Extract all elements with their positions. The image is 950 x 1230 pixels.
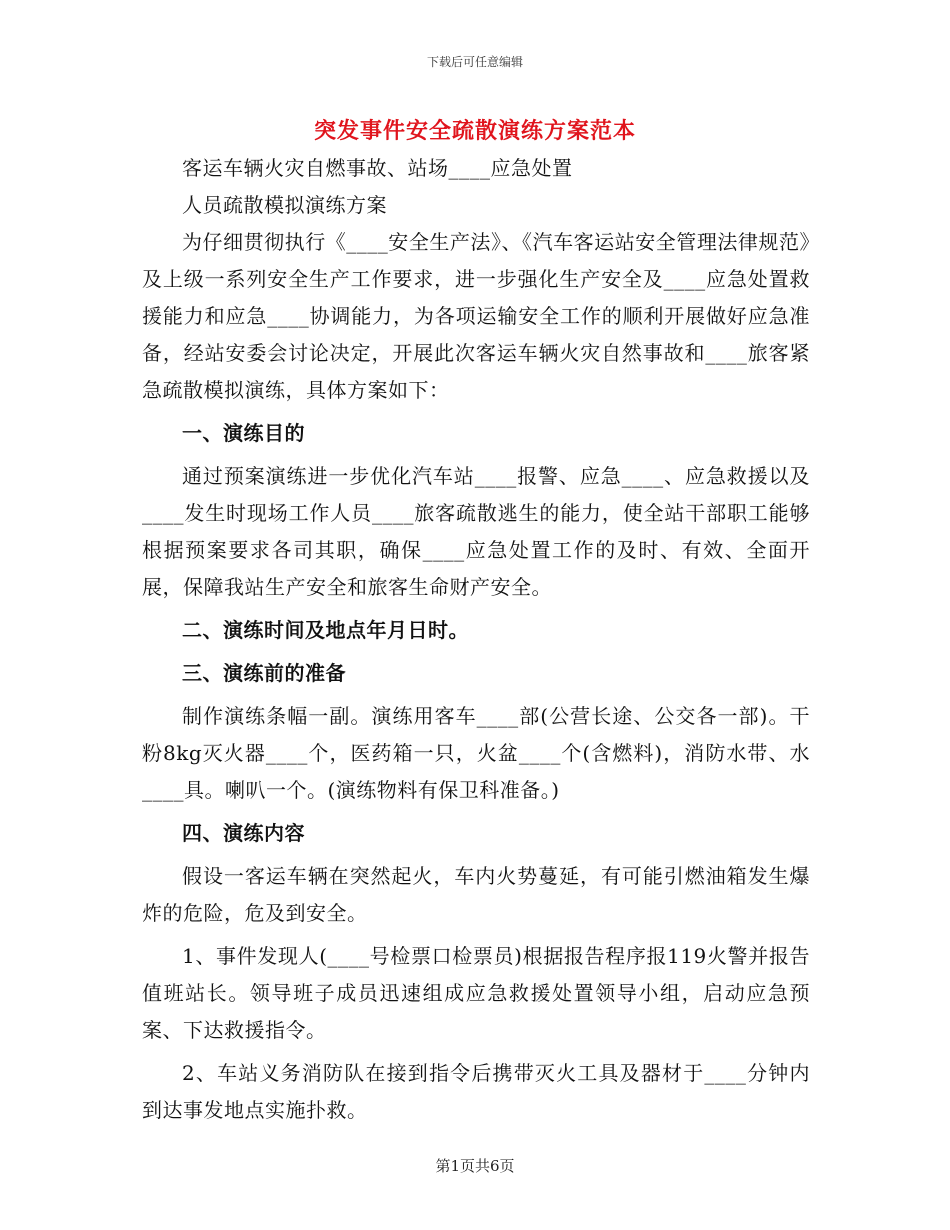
paragraph: 1、事件发现人(____号检票口检票员)根据报告程序报119火警并报告值班站长。领导班子成员迅速组成应急救援处置领导小组，启动应急预案、下达救援指令。 (142, 944, 810, 1042)
section-heading: 四、演练内容 (182, 821, 305, 845)
paragraph: 通过预案演练进一步优化汽车站____报警、应急____、应急救援以及____发生时现场工作人员____旅客疏散逃生的能力，使全站干部职工能够根据预案要求各司其职，确保____应急处置工作的及时、有效、全面开展，保障我站生产安全和旅客生命财产安全。 (142, 464, 810, 599)
section-heading: 三、演练前的准备 (182, 661, 346, 685)
page-number: 第1页共6页 (435, 1157, 515, 1175)
paragraph: 客运车辆火灾自燃事故、站场____应急处置 (182, 156, 573, 180)
section-heading: 二、演练时间及地点年月日时。 (182, 618, 469, 642)
paragraph: 假设一客运车辆在突然起火，车内火势蔓延，有可能引燃油箱发生爆炸的危险，危及到安全。 (142, 864, 810, 925)
paragraph: 制作演练条幅一副。演练用客车____部(公营长途、公交各一部)。干粉8kg灭火器____个，医药箱一只，火盆____个(含燃料)，消防水带、水____具。喇叭一个。(演练物料有保卫科准备。) (142, 704, 810, 802)
paragraph: 为仔细贯彻执行《____安全生产法》、《汽车客运站安全管理法律规范》及上级一系列安全生产工作要求，进一步强化生产安全及____应急处置救援能力和应急____协调能力，为各项运输安全工作的顺利开展做好应急准备，经站安委会讨论决定，开展此次客运车辆火灾自然事故和____旅客紧急疏散模拟演练，具体方案如下： (142, 230, 810, 402)
section-heading: 一、演练目的 (182, 421, 305, 445)
paragraph: 人员疏散模拟演练方案 (182, 193, 387, 217)
document-body (142, 150, 810, 1129)
paragraph: 2、车站义务消防队在接到指令后携带灭火工具及器材于____分钟内到达事发地点实施扑救。 (142, 1061, 810, 1122)
header-note: 下载后可任意编辑 (426, 55, 523, 69)
document-title: 突发事件安全疏散演练方案范本 (313, 118, 636, 144)
